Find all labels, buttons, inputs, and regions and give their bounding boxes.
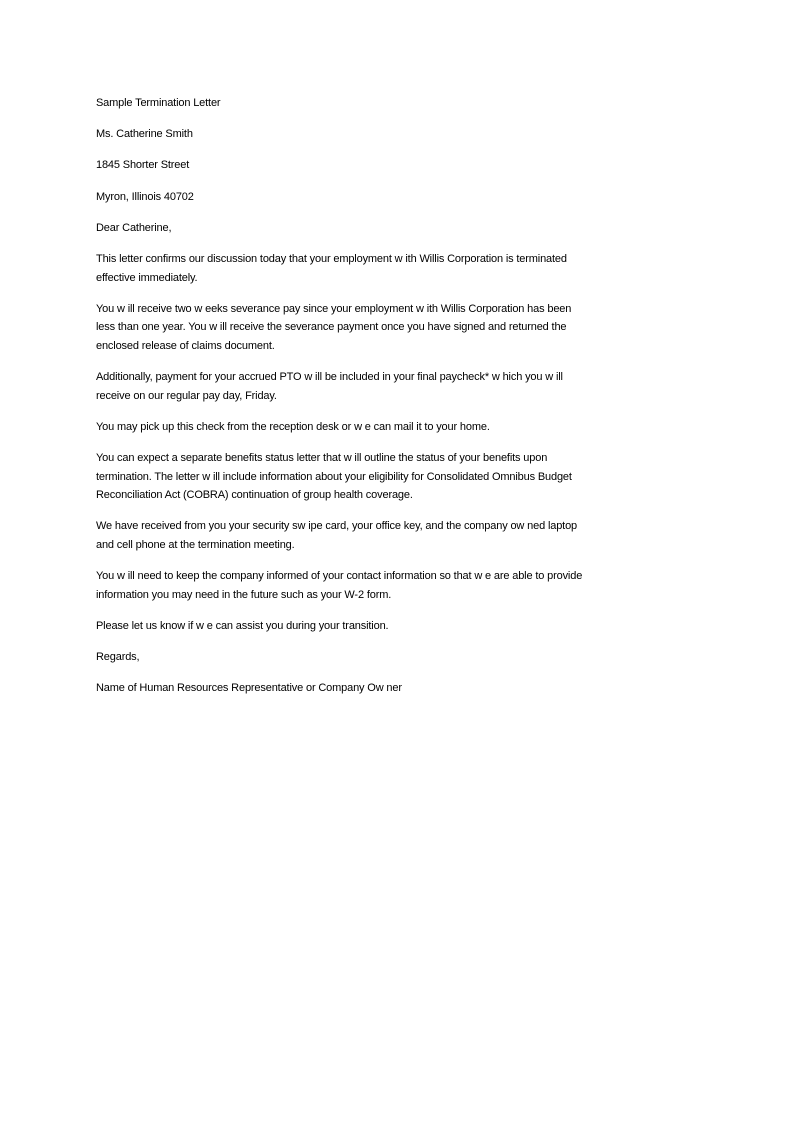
recipient-city-state-zip: Myron, Illinois 40702 bbox=[96, 190, 194, 203]
paragraph-confirmation: This letter confirms our discussion today that your employment w ith Willis Corporation is terminated effective immediately. bbox=[96, 252, 567, 284]
paragraph-benefits: You can expect a separate benefits status letter that w ill outline the status of your benefits upon termination. The letter w ill include information about your eligibility for Consolidated Omnibus Budget Reconciliation Act (COBRA) continuation of group health coverage. bbox=[96, 452, 572, 502]
letter-body bbox=[96, 94, 586, 711]
paragraph-pto: Additionally, payment for your accrued PTO w ill be included in your final paycheck* w hich you w ill receive on our regular pay day, Friday. bbox=[96, 371, 563, 402]
paragraph-check-pickup: You may pick up this check from the reception desk or w e can mail it to your home. bbox=[96, 420, 490, 433]
paragraph-severance: You w ill receive two w eeks severance pay since your employment w ith Willis Corporation has been less than one year. You w ill receive the severance payment once you have signed and returned the enclosed release of claims document. bbox=[96, 302, 572, 352]
recipient-name: Ms. Catherine Smith bbox=[96, 128, 193, 141]
paragraph-assistance: Please let us know if w e can assist you during your transition. bbox=[96, 620, 389, 632]
signature: Name of Human Resources Representative or Company Ow ner bbox=[96, 682, 402, 695]
paragraph-contact-info: You w ill need to keep the company informed of your contact information so that w e are able to provide information you may need in the future such as your W-2 form. bbox=[96, 570, 583, 601]
salutation: Dear Catherine, bbox=[96, 221, 172, 234]
recipient-street: 1845 Shorter Street bbox=[96, 159, 190, 172]
letter-title: Sample Termination Letter bbox=[96, 97, 221, 109]
paragraph-returned-property: We have received from you your security sw ipe card, your office key, and the company ow ned laptop and cell phone at the termination meeting. bbox=[96, 520, 578, 552]
closing: Regards, bbox=[96, 651, 140, 664]
